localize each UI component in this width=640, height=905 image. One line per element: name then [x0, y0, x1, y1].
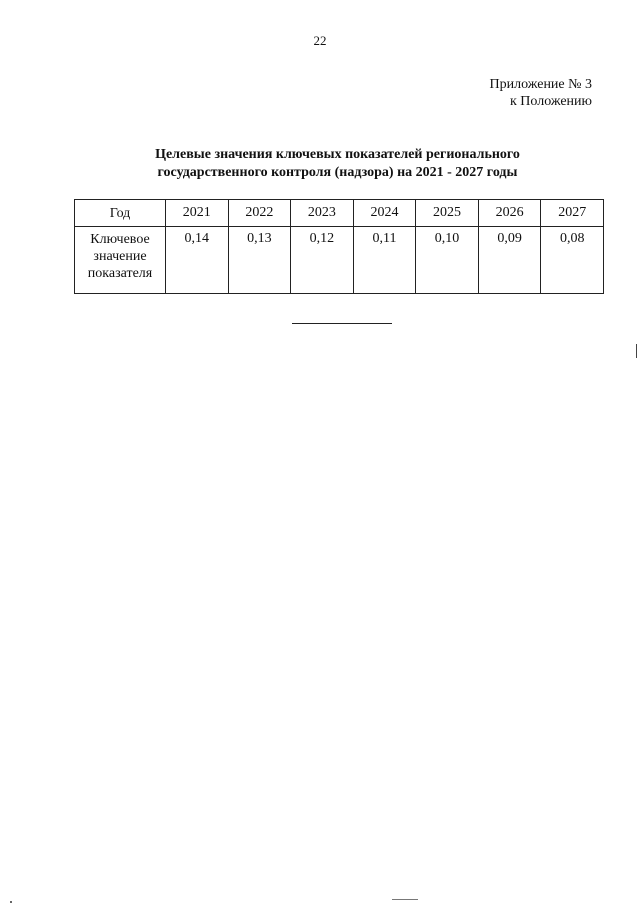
year-cell-2021: 2021 [166, 200, 229, 227]
year-cell-2026: 2026 [478, 200, 541, 227]
value-cell-2024: 0,11 [353, 227, 416, 294]
value-cell-2023: 0,12 [291, 227, 354, 294]
row-label-cell [75, 227, 166, 294]
value-cell-2026: 0,09 [478, 227, 541, 294]
page-number: 22 [313, 33, 327, 48]
year-cell-2025: 2025 [416, 200, 479, 227]
scan-margin-mark [636, 344, 637, 358]
end-separator-line [292, 323, 392, 324]
table-value-row [75, 227, 604, 294]
appendix-line-2: к Положению [509, 94, 592, 109]
title-line-1: Целевые значения ключевых показателей регионального [155, 147, 520, 162]
appendix-reference [490, 76, 593, 110]
row-label-line-3: показателя [87, 266, 153, 281]
document-title [0, 146, 640, 182]
year-cell-2023: 2023 [291, 200, 354, 227]
appendix-line-1: Приложение № 3 [489, 77, 592, 92]
indicator-table [74, 199, 604, 294]
header-label-cell: Год [75, 200, 166, 227]
scan-bottom-line-mark [392, 899, 418, 900]
year-cell-2024: 2024 [353, 200, 416, 227]
table-header-row [75, 200, 604, 227]
value-cell-2027: 0,08 [541, 227, 604, 294]
value-cell-2021: 0,14 [166, 227, 229, 294]
value-cell-2022: 0,13 [228, 227, 291, 294]
row-label-line-2: значение [93, 249, 147, 264]
year-cell-2022: 2022 [228, 200, 291, 227]
value-cell-2025: 0,10 [416, 227, 479, 294]
row-label-line-1: Ключевое [90, 232, 150, 247]
title-line-2: государственного контроля (надзора) на 2021 - 2027 годы [157, 165, 518, 180]
scan-dot-mark [10, 901, 12, 903]
year-cell-2027: 2027 [541, 200, 604, 227]
